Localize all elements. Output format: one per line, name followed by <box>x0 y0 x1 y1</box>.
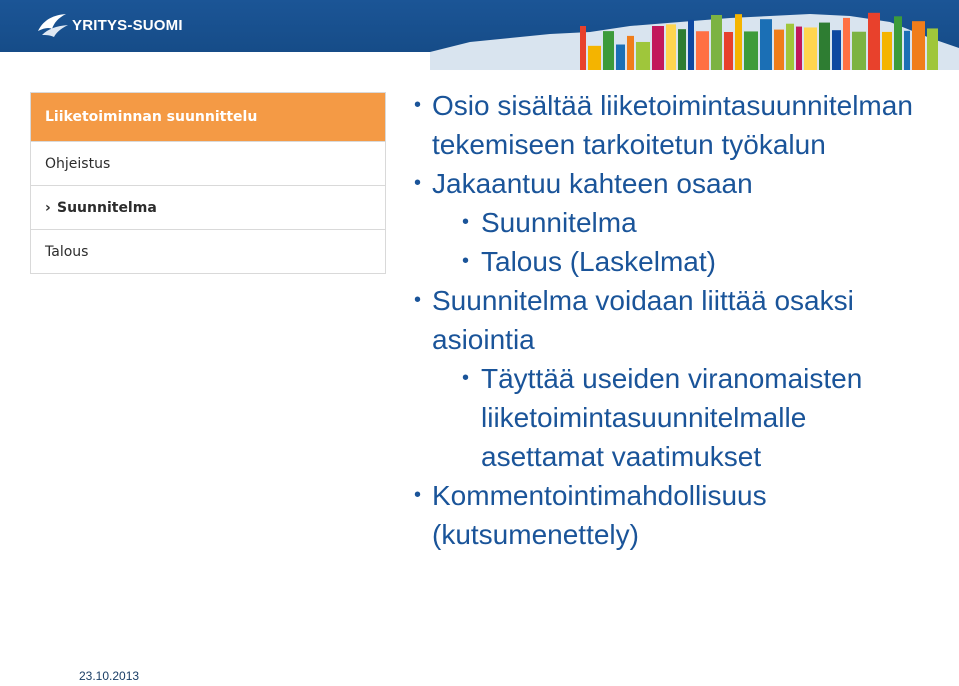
skyline-bar <box>852 32 866 70</box>
skyline-bar <box>927 28 938 70</box>
skyline-bar <box>616 45 625 70</box>
bullet-text: Suunnitelma voidaan liittää osaksi asiointia <box>432 285 854 355</box>
bullet-item <box>414 86 934 164</box>
skyline-bar <box>696 31 709 70</box>
slide-header-bar <box>0 0 959 52</box>
bullet-text: Osio sisältää liiketoimintasuunnitelman tekemiseen tarkoitetun työkalun <box>432 90 913 160</box>
nav-item-talous[interactable] <box>31 229 385 273</box>
bullet-dot-icon: • <box>462 250 470 272</box>
skyline-bar <box>819 23 830 70</box>
slide-date: 23.10.2013 <box>79 669 140 683</box>
skyline-bar <box>678 29 686 70</box>
bullet-item <box>414 476 934 554</box>
skyline-bar <box>804 27 817 70</box>
skyline-bar <box>735 14 742 70</box>
bullet-list <box>414 86 934 554</box>
skyline-bar <box>666 24 676 70</box>
skyline-bar <box>843 18 850 70</box>
skyline-bar <box>796 27 802 70</box>
skyline-bar <box>912 21 925 70</box>
skyline-bar <box>868 13 880 70</box>
bullet-text: Kommentointimahdollisuus (kutsumenettely) <box>432 480 767 550</box>
bullet-text: Jakaantuu kahteen osaan <box>432 168 753 199</box>
bullet-dot-icon: • <box>414 289 422 311</box>
skyline-bar <box>636 42 650 70</box>
bullet-text: Täyttää useiden viranomaisten liiketoimintasuunnitelmalle asettamat vaatimukset <box>481 363 863 472</box>
bullet-dot-icon: • <box>414 172 422 194</box>
colorful-skyline-graphic <box>430 8 959 70</box>
sub-bullet-item <box>414 359 934 476</box>
bullet-dot-icon: • <box>414 484 422 506</box>
sub-bullet-item <box>414 203 934 242</box>
bullet-item <box>414 164 934 203</box>
bullet-dot-icon: • <box>462 367 470 389</box>
bullet-dot-icon: • <box>462 211 470 233</box>
yritys-suomi-logo <box>36 10 183 40</box>
nav-item-label: Talous <box>45 243 89 260</box>
skyline-bar <box>711 15 722 70</box>
skyline-bar <box>882 32 892 70</box>
skyline-bar <box>744 31 758 70</box>
bird-icon <box>36 11 70 39</box>
skyline-bar <box>627 36 634 70</box>
skyline-bar <box>588 46 601 70</box>
side-navigation-panel <box>30 92 386 274</box>
sub-bullet-item <box>414 242 934 281</box>
skyline-bar <box>832 30 841 70</box>
skyline-bar <box>786 24 794 70</box>
bullet-text: Suunnitelma <box>481 207 637 238</box>
logo-text: YRITYS-SUOMI <box>72 16 183 34</box>
skyline-bar <box>760 19 772 70</box>
skyline-bar <box>894 16 902 70</box>
skyline-bar <box>688 20 694 70</box>
skyline-bar <box>652 26 664 70</box>
bullet-text: Talous (Laskelmat) <box>481 246 716 277</box>
nav-item-label: Ohjeistus <box>45 155 111 172</box>
nav-panel-title: Liiketoiminnan suunnittelu <box>31 93 385 141</box>
skyline-bar <box>774 30 784 70</box>
skyline-bar <box>580 26 586 70</box>
skyline-bar <box>603 31 614 70</box>
bullet-item <box>414 281 934 359</box>
skyline-bar <box>724 32 733 70</box>
nav-item-label: Suunnitelma <box>57 199 157 216</box>
nav-item-ohjeistus[interactable] <box>31 141 385 185</box>
skyline-bar <box>904 31 910 70</box>
nav-item-suunnitelma[interactable] <box>31 185 385 229</box>
chevron-right-icon: › <box>45 199 51 216</box>
bullet-dot-icon: • <box>414 94 422 116</box>
